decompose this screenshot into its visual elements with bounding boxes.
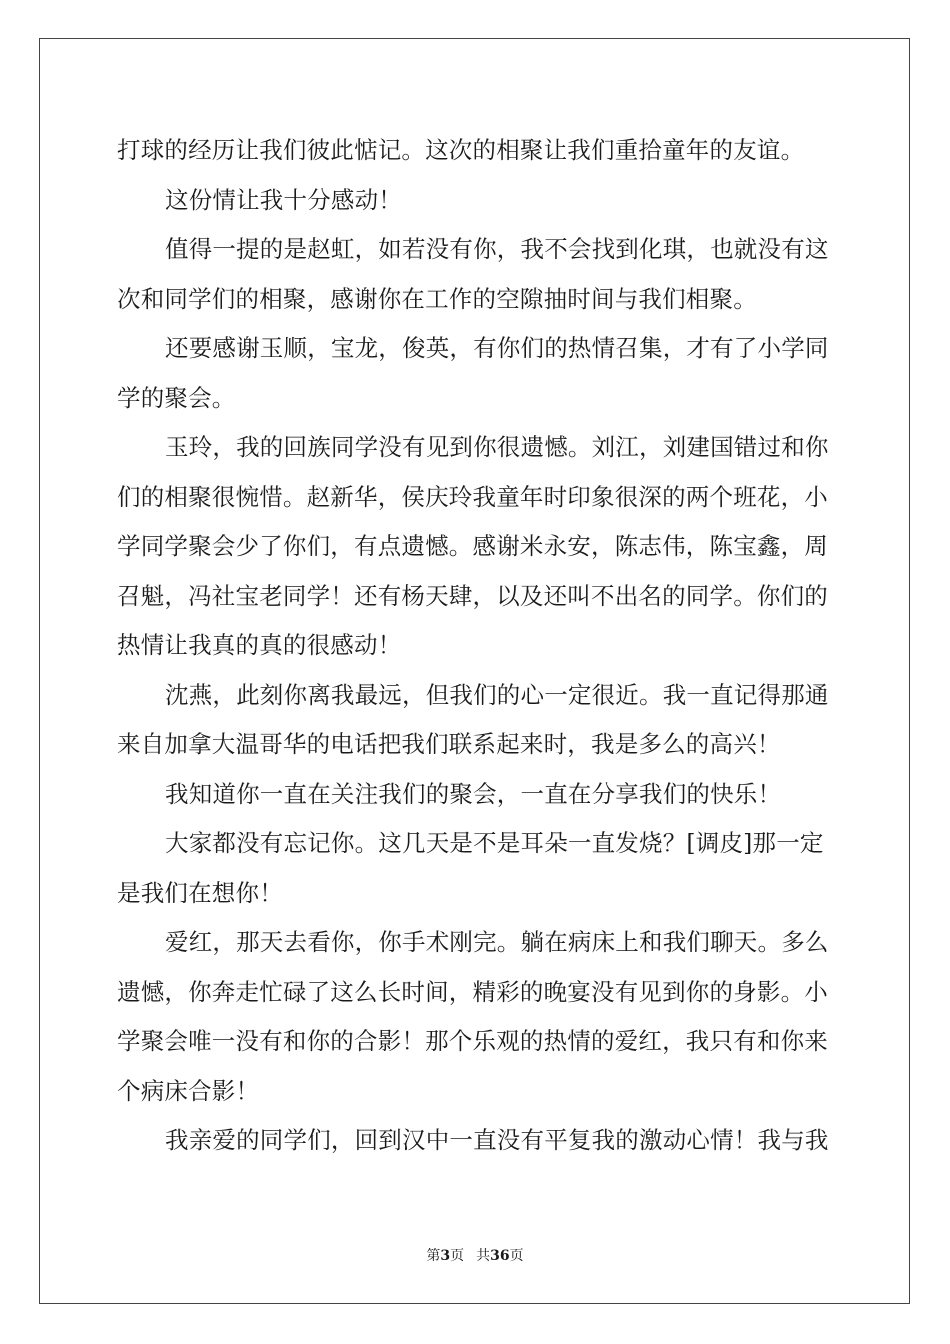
document-body (117, 128, 835, 1168)
text-line: 玉玲，我的回族同学没有见到你很遗憾。刘江，刘建国错过和你 (165, 433, 829, 461)
text-line: 学的聚会。 (117, 383, 236, 412)
text-line: 大家都没有忘记你。这几天是不是耳朵一直发烧？[调皮]那一定 (165, 829, 824, 857)
text-line: 打球的经历让我们彼此惦记。这次的相聚让我们重拾童年的友谊。 (117, 136, 805, 164)
text-line: 召魁，冯社宝老同学！还有杨天肆，以及还叫不出名的同学。你们的 (117, 581, 828, 610)
text-line: 爱红，那天去看你，你手术刚完。躺在病床上和我们聊天。多么 (165, 928, 829, 956)
text-line: 学同学聚会少了你们，有点遗憾。感谢米永安，陈志伟，陈宝鑫，周 (117, 532, 828, 560)
text-line: 学聚会唯一没有和你的合影！那个乐观的热情的爱红，我只有和你来 (117, 1027, 828, 1055)
text-line: 值得一提的是赵虹，如若没有你，我不会找到化琪，也就没有这 (165, 235, 829, 263)
text-line: 热情让我真的真的很感动！ (117, 631, 402, 659)
page-suffix: 页 (450, 1248, 465, 1264)
text-line: 们的相聚很惋惜。赵新华，侯庆玲我童年时印象很深的两个班花，小 (117, 482, 828, 511)
page-number: 3 (440, 1248, 451, 1264)
page-footer (0, 1246, 950, 1266)
text-line: 我知道你一直在关注我们的聚会，一直在分享我们的快乐！ (165, 779, 782, 808)
text-line: 我亲爱的同学们，回到汉中一直没有平复我的激动心情！我与我 (165, 1126, 829, 1154)
text-line: 是我们在想你！ (117, 878, 283, 907)
total-pages: 36 (490, 1248, 510, 1264)
text-line: 沈燕，此刻你离我最远，但我们的心一定很近。我一直记得那通 (165, 680, 829, 709)
page-prefix: 第 (426, 1248, 441, 1264)
text-line: 个病床合影！ (117, 1076, 260, 1105)
total-suffix: 页 (509, 1248, 524, 1264)
text-line: 次和同学们的相聚，感谢你在工作的空隙抽时间与我们相聚。 (117, 284, 757, 313)
text-line: 来自加拿大温哥华的电话把我们联系起来时，我是多么的高兴！ (117, 730, 781, 758)
total-prefix: 共 (476, 1248, 491, 1264)
text-line: 还要感谢玉顺，宝龙，俊英，有你们的热情召集，才有了小学同 (165, 334, 829, 362)
text-line: 这份情让我十分感动！ (165, 185, 402, 214)
text-line: 遗憾，你奔走忙碌了这么长时间，精彩的晚宴没有见到你的身影。小 (117, 977, 828, 1006)
